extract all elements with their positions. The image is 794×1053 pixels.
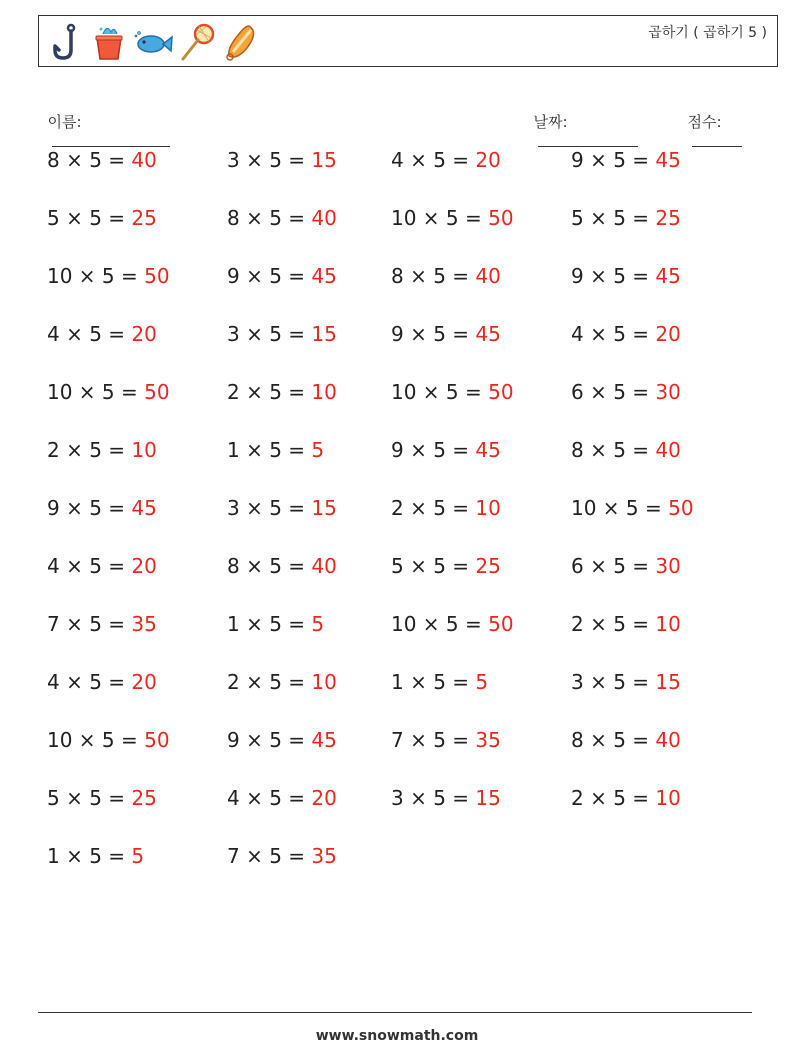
problem-answer: 10 (311, 670, 337, 694)
problem-item (571, 380, 681, 404)
problem-item (47, 670, 157, 694)
icon-strip (45, 20, 261, 64)
problem-item (571, 554, 681, 578)
problem-item (571, 148, 681, 172)
worksheet-header (38, 15, 778, 67)
problem-answer: 5 (131, 844, 145, 868)
problem-item (391, 264, 501, 288)
score-blank[interactable] (692, 132, 742, 147)
problem-answer: 45 (475, 322, 501, 346)
problem-answer: 50 (488, 206, 514, 230)
problem-item (227, 264, 337, 288)
fishing-net-icon (177, 22, 217, 62)
problem-item (391, 612, 514, 636)
problem-item (47, 206, 157, 230)
problem-answer: 45 (655, 264, 681, 288)
problem-expression: 9 × 5 = (391, 322, 476, 346)
problem-item (391, 148, 501, 172)
date-blank[interactable] (538, 132, 638, 147)
problem-expression: 10 × 5 = (391, 612, 489, 636)
problem-answer: 25 (475, 554, 501, 578)
fishing-hook-icon (45, 22, 85, 62)
problem-item (571, 786, 681, 810)
problem-expression: 9 × 5 = (391, 438, 476, 462)
problem-item (391, 496, 501, 520)
problem-answer: 50 (668, 496, 694, 520)
problem-expression: 8 × 5 = (571, 728, 656, 752)
problem-item (571, 438, 681, 462)
problem-answer: 40 (655, 438, 681, 462)
problem-item (227, 380, 337, 404)
problem-item (47, 264, 170, 288)
problem-expression: 4 × 5 = (47, 670, 132, 694)
name-label: 이름: (47, 113, 82, 131)
problem-expression: 4 × 5 = (47, 554, 132, 578)
problem-answer: 10 (131, 438, 157, 462)
problem-expression: 10 × 5 = (571, 496, 669, 520)
problem-answer: 10 (475, 496, 501, 520)
problem-expression: 5 × 5 = (47, 786, 132, 810)
problem-answer: 20 (655, 322, 681, 346)
problem-item (391, 206, 514, 230)
problem-expression: 4 × 5 = (227, 786, 312, 810)
problem-expression: 3 × 5 = (391, 786, 476, 810)
problem-answer: 25 (131, 206, 157, 230)
problem-expression: 4 × 5 = (571, 322, 656, 346)
date-field[interactable] (524, 93, 638, 151)
problem-item (47, 148, 157, 172)
problem-expression: 2 × 5 = (227, 380, 312, 404)
problem-expression: 8 × 5 = (391, 264, 476, 288)
footer-divider (38, 1012, 752, 1013)
problem-expression: 1 × 5 = (47, 844, 132, 868)
problem-answer: 40 (131, 148, 157, 172)
problem-item (571, 322, 681, 346)
problem-item (571, 670, 681, 694)
problem-answer: 40 (475, 264, 501, 288)
problem-item (391, 438, 501, 462)
score-field[interactable] (678, 93, 742, 151)
problem-answer: 45 (475, 438, 501, 462)
problem-item (227, 554, 337, 578)
problem-item (227, 786, 337, 810)
problem-expression: 8 × 5 = (47, 148, 132, 172)
problem-item (391, 786, 501, 810)
problem-expression: 9 × 5 = (227, 728, 312, 752)
problem-item (227, 612, 324, 636)
problem-answer: 5 (311, 612, 325, 636)
problem-answer: 15 (475, 786, 501, 810)
problem-expression: 7 × 5 = (47, 612, 132, 636)
problem-expression: 3 × 5 = (571, 670, 656, 694)
problem-item (227, 322, 337, 346)
problem-answer: 50 (488, 612, 514, 636)
problem-item (571, 612, 681, 636)
problem-answer: 35 (131, 612, 157, 636)
problem-answer: 10 (311, 380, 337, 404)
date-label: 날짜: (533, 113, 568, 131)
problem-item (227, 206, 337, 230)
score-label: 점수: (687, 113, 722, 131)
problem-answer: 25 (131, 786, 157, 810)
problem-expression: 5 × 5 = (571, 206, 656, 230)
problem-expression: 3 × 5 = (227, 322, 312, 346)
problem-answer: 45 (655, 148, 681, 172)
problem-answer: 30 (655, 380, 681, 404)
problem-expression: 1 × 5 = (227, 438, 312, 462)
problem-expression: 10 × 5 = (47, 728, 145, 752)
problem-item (47, 554, 157, 578)
problem-answer: 45 (311, 728, 337, 752)
problem-expression: 1 × 5 = (227, 612, 312, 636)
problem-expression: 5 × 5 = (47, 206, 132, 230)
problem-item (47, 728, 170, 752)
problem-answer: 20 (475, 148, 501, 172)
problem-expression: 2 × 5 = (391, 496, 476, 520)
problem-expression: 4 × 5 = (47, 322, 132, 346)
problem-item (47, 612, 157, 636)
problem-expression: 4 × 5 = (391, 148, 476, 172)
problem-item (391, 322, 501, 346)
problem-answer: 5 (475, 670, 489, 694)
problem-answer: 45 (311, 264, 337, 288)
problem-answer: 25 (655, 206, 681, 230)
problem-answer: 15 (311, 322, 337, 346)
problem-answer: 30 (655, 554, 681, 578)
problem-answer: 20 (131, 554, 157, 578)
problem-expression: 3 × 5 = (227, 496, 312, 520)
problem-answer: 20 (131, 670, 157, 694)
problem-answer: 40 (311, 206, 337, 230)
problem-expression: 9 × 5 = (227, 264, 312, 288)
bucket-icon (89, 22, 129, 62)
name-blank[interactable] (52, 132, 170, 147)
problem-item (227, 148, 337, 172)
problem-answer: 10 (655, 786, 681, 810)
problem-answer: 15 (311, 496, 337, 520)
problem-answer: 10 (655, 612, 681, 636)
problem-item (391, 728, 501, 752)
problem-item (47, 322, 157, 346)
problem-expression: 7 × 5 = (391, 728, 476, 752)
problem-item (571, 728, 681, 752)
problem-item (391, 554, 501, 578)
problem-item (47, 844, 144, 868)
problem-item (227, 844, 337, 868)
problem-answer: 40 (311, 554, 337, 578)
problem-answer: 20 (311, 786, 337, 810)
problem-expression: 2 × 5 = (571, 786, 656, 810)
problem-answer: 40 (655, 728, 681, 752)
problem-item (47, 438, 157, 462)
problem-answer: 20 (131, 322, 157, 346)
problem-expression: 9 × 5 = (571, 264, 656, 288)
problem-item (227, 670, 337, 694)
problem-answer: 35 (475, 728, 501, 752)
problem-answer: 35 (311, 844, 337, 868)
problem-answer: 50 (488, 380, 514, 404)
problem-item (47, 380, 170, 404)
problem-expression: 8 × 5 = (571, 438, 656, 462)
problem-item (227, 728, 337, 752)
problem-item (227, 438, 324, 462)
problem-expression: 10 × 5 = (47, 380, 145, 404)
problem-answer: 15 (311, 148, 337, 172)
problem-item (391, 670, 488, 694)
problem-expression: 6 × 5 = (571, 554, 656, 578)
problem-expression: 2 × 5 = (47, 438, 132, 462)
problem-answer: 5 (311, 438, 325, 462)
problem-expression: 9 × 5 = (47, 496, 132, 520)
footer-website: www.snowmath.com (315, 1028, 479, 1044)
problem-item (227, 496, 337, 520)
problem-item (391, 380, 514, 404)
problem-answer: 50 (144, 728, 170, 752)
problem-expression: 3 × 5 = (227, 148, 312, 172)
problem-expression: 9 × 5 = (571, 148, 656, 172)
problem-item (571, 496, 694, 520)
problem-item (571, 206, 681, 230)
problem-expression: 8 × 5 = (227, 206, 312, 230)
problem-item (47, 496, 157, 520)
problem-expression: 2 × 5 = (227, 670, 312, 694)
problem-expression: 10 × 5 = (391, 380, 489, 404)
problem-expression: 6 × 5 = (571, 380, 656, 404)
problem-expression: 7 × 5 = (227, 844, 312, 868)
problem-expression: 10 × 5 = (47, 264, 145, 288)
fish-icon (133, 22, 173, 62)
problem-expression: 5 × 5 = (391, 554, 476, 578)
problem-item (47, 786, 157, 810)
problem-item (571, 264, 681, 288)
problem-expression: 2 × 5 = (571, 612, 656, 636)
problem-answer: 45 (131, 496, 157, 520)
problem-expression: 10 × 5 = (391, 206, 489, 230)
fishing-lure-icon (221, 22, 261, 62)
name-field[interactable] (38, 93, 170, 151)
worksheet-title: 곱하기 ( 곱하기 5 ) (648, 25, 767, 41)
problem-expression: 8 × 5 = (227, 554, 312, 578)
problem-answer: 50 (144, 380, 170, 404)
problem-answer: 50 (144, 264, 170, 288)
problem-expression: 1 × 5 = (391, 670, 476, 694)
problem-answer: 15 (655, 670, 681, 694)
